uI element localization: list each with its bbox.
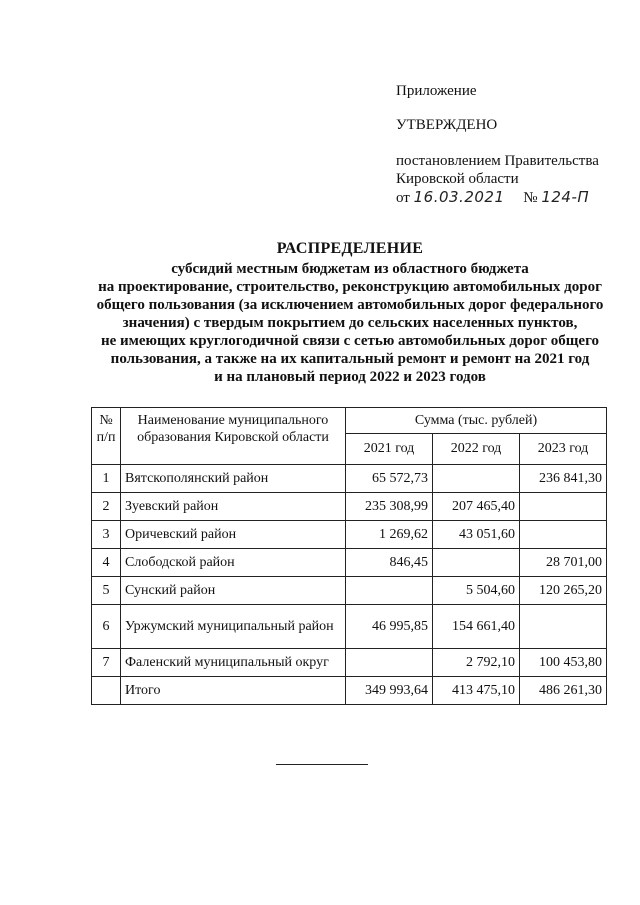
- appendix-label: Приложение: [396, 83, 477, 99]
- header-2021: 2021 год: [346, 434, 433, 465]
- row-2023: [520, 605, 607, 649]
- total-2021: 349 993,64: [346, 677, 433, 705]
- row-2023: 236 841,30: [520, 465, 607, 493]
- row-2021: 1 269,62: [346, 521, 433, 549]
- row-name: Оричевский район: [121, 521, 346, 549]
- table-row: [92, 465, 607, 493]
- row-2023: [520, 521, 607, 549]
- row-num: [92, 677, 121, 705]
- row-2022: [433, 549, 520, 577]
- row-2022: 207 465,40: [433, 493, 520, 521]
- row-2022: 5 504,60: [433, 577, 520, 605]
- row-2022: [433, 465, 520, 493]
- heading-line: общего пользования (за исключением автомобильных дорог федерального: [96, 297, 604, 313]
- row-2021: 846,45: [346, 549, 433, 577]
- heading-line: субсидий местным бюджетам из областного бюджета: [171, 261, 529, 277]
- row-name: Уржумский муниципальный район: [121, 605, 346, 649]
- number-prefix: №: [523, 190, 538, 206]
- header-num: № п/п: [92, 408, 121, 465]
- approved-label: УТВЕРЖДЕНО: [396, 117, 498, 133]
- row-2022: 43 051,60: [433, 521, 520, 549]
- row-2023: 100 453,80: [520, 649, 607, 677]
- row-num: 7: [92, 649, 121, 677]
- total-row: [92, 677, 607, 705]
- approved-by-region: Кировской области: [396, 171, 519, 187]
- table-row: [92, 577, 607, 605]
- row-num: 4: [92, 549, 121, 577]
- row-2021: [346, 577, 433, 605]
- decree-date-number: [396, 188, 616, 207]
- row-name: Слободской район: [121, 549, 346, 577]
- row-name: Сунский район: [121, 577, 346, 605]
- row-2021: 235 308,99: [346, 493, 433, 521]
- table-row: [92, 549, 607, 577]
- header-2022: 2022 год: [433, 434, 520, 465]
- row-num: 3: [92, 521, 121, 549]
- row-2021: 65 572,73: [346, 465, 433, 493]
- approval-block: [396, 82, 616, 207]
- heading-line: пользования, а также на их капитальный ремонт и ремонт на 2021 год: [110, 351, 590, 367]
- closing-divider: [276, 764, 368, 765]
- heading-line: не имеющих круглогодичной связи с сетью автомобильных дорог общего: [100, 333, 600, 349]
- row-2021: 46 995,85: [346, 605, 433, 649]
- total-2022: 413 475,10: [433, 677, 520, 705]
- header-sum: Сумма (тыс. рублей): [346, 408, 607, 434]
- table-row: [92, 493, 607, 521]
- row-2021: [346, 649, 433, 677]
- row-name: Вятскополянский район: [121, 465, 346, 493]
- row-2023: [520, 493, 607, 521]
- row-num: 1: [92, 465, 121, 493]
- decree-number: 124-П: [541, 188, 590, 206]
- date-prefix: от: [396, 190, 410, 206]
- row-2023: 120 265,20: [520, 577, 607, 605]
- row-name: Фаленский муниципальный округ: [121, 649, 346, 677]
- table-row: [92, 605, 607, 649]
- row-2023: 28 701,00: [520, 549, 607, 577]
- row-num: 6: [92, 605, 121, 649]
- heading-line: значения) с твердым покрытием до сельских населенных пунктов,: [122, 315, 578, 331]
- row-2022: 2 792,10: [433, 649, 520, 677]
- header-2023: 2023 год: [520, 434, 607, 465]
- subsidy-distribution-table: [91, 407, 607, 705]
- row-name: Зуевский район: [121, 493, 346, 521]
- approved-by-line: постановлением Правительства: [396, 153, 599, 169]
- document-title: РАСПРЕДЕЛЕНИЕ: [276, 240, 424, 257]
- header-name: Наименование муниципального образования Кировской области: [121, 408, 346, 465]
- heading-line: на проектирование, строительство, реконструкцию автомобильных дорог: [98, 279, 602, 295]
- decree-date: 16.03.2021: [413, 188, 505, 206]
- heading-line: и на плановый период 2022 и 2023 годов: [214, 369, 486, 385]
- row-num: 2: [92, 493, 121, 521]
- total-2023: 486 261,30: [520, 677, 607, 705]
- row-num: 5: [92, 577, 121, 605]
- table-row: [92, 521, 607, 549]
- document-heading: [60, 240, 640, 386]
- row-name: Итого: [121, 677, 346, 705]
- table-row: [92, 649, 607, 677]
- row-2022: 154 661,40: [433, 605, 520, 649]
